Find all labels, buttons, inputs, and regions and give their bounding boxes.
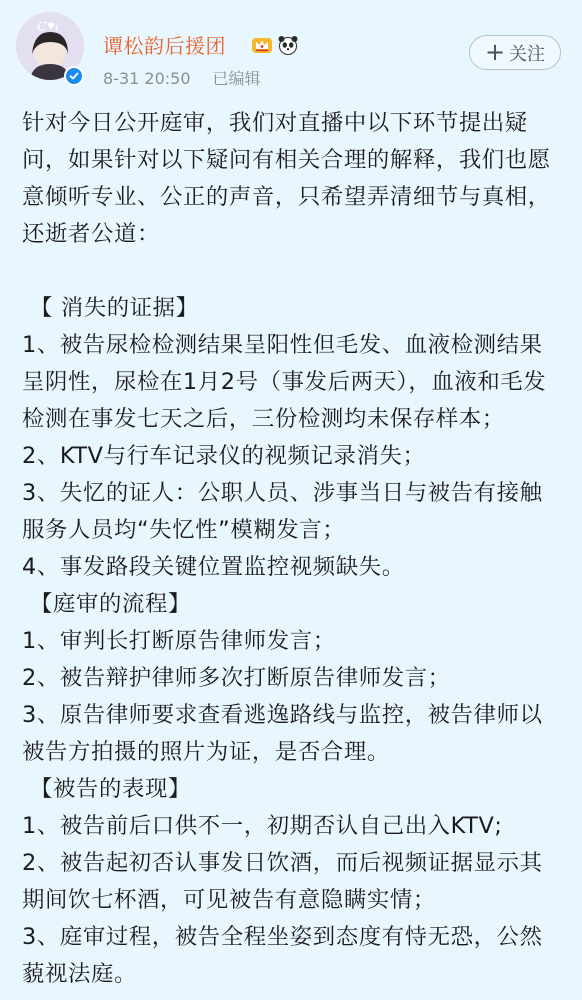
svg-text:C: C	[37, 20, 47, 35]
panda-badge-icon[interactable]	[277, 34, 299, 56]
post-body	[22, 105, 562, 993]
post-meta	[103, 69, 261, 89]
list-item: 2、KTV与行车记录仪的视频记录消失；	[22, 443, 426, 469]
intro-paragraph: 针对今日公开庭审，我们对直播中以下环节提出疑问，如果针对以下疑问有相关合理的解释，我们也愿意倾听专业、公正的声音，只希望弄清细节与真相，还逝者公道：	[22, 110, 551, 247]
list-item: 2、被告起初否认事发日饮酒，而后视频证据显示其期间饮七杯酒，可见被告有意隐瞒实情；	[22, 850, 543, 913]
svg-text:♥: ♥	[47, 22, 56, 32]
svg-text:i: i	[55, 21, 59, 34]
list-item: 1、被告尿检检测结果呈阳性但毛发、血液检测结果呈阴性，尿检在1月2号（事发后两天），血液和毛发检测在事发七天之后，三份检测均未保存样本；	[22, 332, 547, 432]
plus-icon: +	[484, 37, 506, 66]
list-item: 3、庭审过程，被告全程坐姿到态度有恃无恐，公然藐视法庭。	[22, 924, 543, 987]
section-title: 【被告的表现】	[30, 776, 191, 802]
author-badges	[251, 34, 299, 56]
list-item: 4、事发路段关键位置监控视频缺失。	[22, 554, 405, 580]
list-item: 2、被告辩护律师多次打断原告律师发言；	[22, 665, 451, 691]
follow-button[interactable]	[469, 35, 561, 70]
post-date: 8-31 20:50	[103, 69, 191, 88]
section-title: 【 消失的证据】	[30, 295, 199, 321]
list-item: 3、原告律师要求查看逃逸路线与监控，被告律师以被告方拍摄的照片为证，是否合理。	[22, 702, 543, 765]
section-title: 【庭审的流程】	[30, 591, 191, 617]
verified-check-icon	[64, 66, 84, 86]
paragraph-gap	[22, 253, 562, 290]
author-name[interactable]: 谭松韵后援团	[103, 34, 226, 58]
follow-label: 关注	[509, 43, 546, 65]
list-item: 3、失忆的证人：公职人员、涉事当日与被告有接触服务人员均“失忆性”模糊发言；	[22, 480, 543, 543]
list-item: 1、审判长打断原告律师发言；	[22, 628, 336, 654]
post-header	[0, 0, 582, 100]
edited-label[interactable]: 已编辑	[212, 69, 261, 88]
list-item: 1、被告前后口供不一，初期否认自己出入KTV;	[22, 813, 503, 839]
crown-badge-icon[interactable]	[251, 34, 273, 56]
